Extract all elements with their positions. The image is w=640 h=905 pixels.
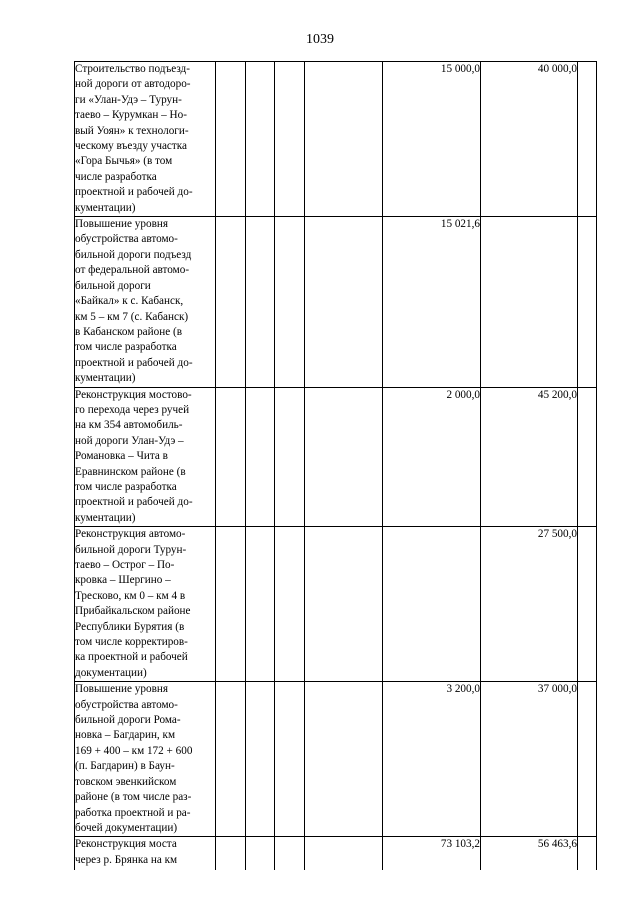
empty-cell [275,387,305,527]
project-name-line: обустройства автомо- [75,698,178,711]
project-name-line: бильной дороги Рома- [75,714,181,727]
amount-cell-b: 27 500,0 [481,527,578,682]
project-name-line: Реконструкция автомо- [75,528,186,541]
project-name-line: таево – Острог – По- [75,559,175,571]
project-name-line: кументации) [75,372,136,385]
amount-cell-a: 73 103,2 [383,837,481,870]
project-name-line: бильной дороги подъезд [75,248,192,261]
project-name-line: бочей документации) [75,821,178,834]
project-name-line: 169 + 400 – км 172 + 600 [75,744,193,757]
project-name-line: работка проектной и ра- [75,806,191,819]
empty-cell [216,527,246,682]
project-name-cell [75,217,216,387]
project-name-line: ной дороги Улан-Удэ – [75,434,184,447]
project-name-line: через р. Брянка на км [75,853,178,866]
amount-cell-a: 2 000,0 [383,387,481,527]
project-name-line: от федеральной автомо- [75,264,190,277]
project-name-line: Строительство подъезд- [75,63,190,75]
project-name-line: го перехода через ручей [75,403,190,416]
empty-cell [246,387,275,527]
table-row [75,387,597,527]
project-name-line: в Кабанском районе (в [75,325,182,338]
amount-cell-a: 15 021,6 [383,217,481,387]
empty-cell [305,527,383,682]
project-name-line: кровка – Шергино – [75,574,171,587]
empty-cell [275,62,305,217]
empty-cell [275,837,305,870]
amount-cell-b [481,217,578,387]
empty-cell [578,527,597,682]
project-name-cell [75,387,216,527]
project-name-line: ка проектной и рабочей [75,651,188,664]
project-name-line: обустройства автомо- [75,233,178,246]
empty-cell [578,837,597,870]
empty-cell [305,217,383,387]
project-name-line: проектной и рабочей до- [75,356,193,369]
amount-cell-b: 37 000,0 [481,682,578,837]
budget-table [74,61,597,870]
project-name-line: Повышение уровня [75,683,168,696]
project-name-line: новка – Багдарин, км [75,729,176,742]
project-name-line: документации) [75,666,147,679]
table-row [75,527,597,682]
amount-cell-b: 40 000,0 [481,62,578,217]
project-name-line: проектной и рабочей до- [75,496,193,509]
empty-cell [578,217,597,387]
project-name-line: бильной дороги Турун- [75,543,187,556]
project-name-cell [75,527,216,682]
project-name-line: Еравнинском районе (в [75,465,186,478]
amount-cell-a [383,527,481,682]
empty-cell [216,217,246,387]
empty-cell [305,62,383,217]
project-name-line: товском эвенкийском [75,775,177,788]
empty-cell [275,217,305,387]
project-name-line: Республики Бурятия (в [75,620,185,633]
project-name-line: «Байкал» к с. Кабанск, [75,295,184,308]
project-name-line: Реконструкция моста [75,838,177,851]
empty-cell [216,387,246,527]
project-name-line: бильной дороги [75,279,151,292]
empty-cell [246,62,275,217]
project-name-line: Романовка – Чита в [75,450,168,463]
project-name-cell [75,682,216,837]
empty-cell [275,682,305,837]
project-name-line: кументации) [75,201,136,214]
project-name-cell [75,837,216,870]
empty-cell [246,217,275,387]
table-row [75,62,597,217]
project-name-line: том числе корректиров- [75,636,188,649]
amount-cell-b: 56 463,6 [481,837,578,870]
table-row [75,837,597,870]
empty-cell [305,837,383,870]
empty-cell [246,837,275,870]
empty-cell [216,837,246,870]
amount-cell-b: 45 200,0 [481,387,578,527]
empty-cell [246,682,275,837]
project-name-line: ной дороги от автодоро- [75,78,191,91]
table-row [75,682,597,837]
project-name-line: на км 354 автомобиль- [75,419,183,432]
amount-cell-a: 3 200,0 [383,682,481,837]
project-name-line: ги «Улан-Удэ – Турун- [75,93,182,106]
empty-cell [578,62,597,217]
empty-cell [246,527,275,682]
empty-cell [578,682,597,837]
empty-cell [275,527,305,682]
project-name-line: том числе разработка [75,480,177,493]
project-name-line: районе (в том числе раз- [75,791,192,804]
empty-cell [216,682,246,837]
project-name-line: том числе разработка [75,341,177,354]
project-name-line: км 5 – км 7 (с. Кабанск) [75,310,189,323]
project-name-line: числе разработка [75,170,157,183]
project-name-line: вый Уоян» к технологи- [75,124,189,137]
project-name-line: ческому въезду участка [75,140,188,153]
project-name-line: «Гора Бычья» (в том [75,155,173,168]
project-name-line: кументации) [75,511,136,524]
project-name-line: Реконструкция мостово- [75,388,192,401]
project-name-line: (п. Багдарин) в Баун- [75,760,175,773]
empty-cell [305,682,383,837]
empty-cell [305,387,383,527]
amount-cell-a: 15 000,0 [383,62,481,217]
project-name-line: Повышение уровня [75,218,168,231]
table-row [75,217,597,387]
project-name-line: Тресково, км 0 – км 4 в [75,589,186,602]
project-name-line: таево – Курумкан – Но- [75,109,187,122]
page-number: 1039 [306,32,334,47]
empty-cell [578,387,597,527]
project-name-line: проектной и рабочей до- [75,186,193,199]
project-name-line: Прибайкальском районе [75,605,191,618]
project-name-cell [75,62,216,217]
empty-cell [216,62,246,217]
